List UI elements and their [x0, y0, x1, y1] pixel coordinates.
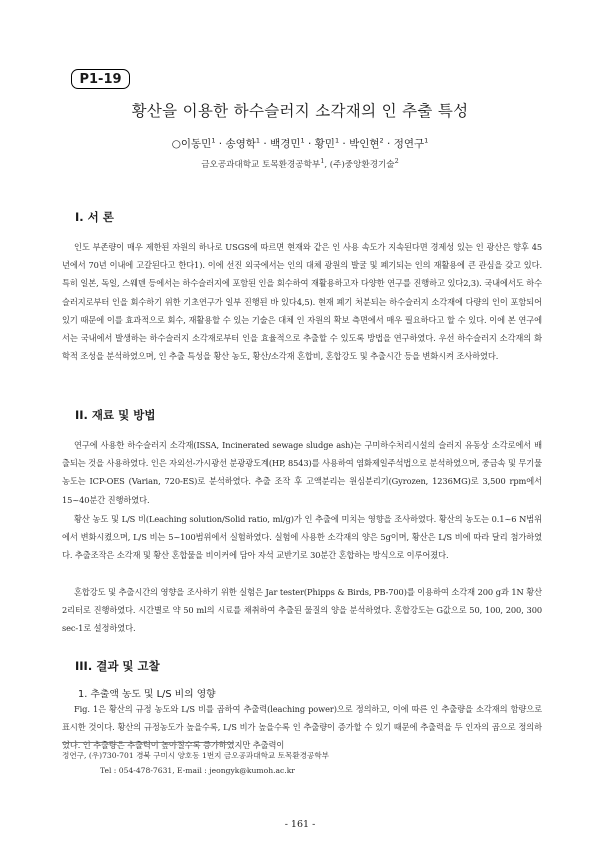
author-list [0, 136, 600, 151]
methods-paragraph: 혼합강도 및 추출시간의 영향을 조사하기 위한 실험은 Jar tester(Phipps & Birds, PB-700)를 이용하여 소각재 200 g과 1N 황산 2리터로 진행하였다. 시간별로 약 50 ml의 시료를 채취하여 추출된 물질의 양을 분석하였다. 혼합강도는 G값으로 50, 100, 200, 300 sec-1로 설정하였다. [62, 587, 542, 634]
footnote-address: 정연구, (우)730-701 경북 구미시 양호동 1번지 금오공과대학교 토목환경공학부 [62, 751, 330, 760]
affiliation: 금오공과대학교 토목환경공학부$^1$, (주)중앙환경기술$^2$ [201, 157, 399, 170]
session-badge: P1-19 [71, 69, 130, 89]
paper-title: 황산을 이용한 하수슬러지 소각재의 인 추출 특성 [131, 102, 469, 120]
subsection-heading: 1. 추출액 농도 및 L/S 비의 영향 [78, 689, 216, 700]
author: 송영학$^1$ · [225, 136, 271, 150]
section-heading-intro: I. 서 론 [75, 210, 114, 224]
author: ○이동민$^1$ · [171, 136, 226, 150]
methods-paragraph: 연구에 사용한 하수슬러지 소각재(ISSA, Incinerated sewage sludge ash)는 구미하수처리시설의 슬러지 유동상 소각로에서 배출되는 것을 사용하였다. 인은 자외선-가시광선 분광광도계(HP, 8543)를 사용하여 염화제일주석법으로 분석하였으며, 중금속 및 무기물 농도는 ICP-OES (Varian, 720-ES)로 분석하였다. 추출 조작 후 고액분리는 원심분리기(Gyrozen, 1236MG)로 3,500 rpm에서 15~40분간 진행하였다. [62, 440, 542, 505]
footnote-divider [62, 742, 234, 743]
intro-paragraph: 인도 부존량이 매우 제한된 자원의 하나로 USGS에 따르면 현재와 같은 인 사용 속도가 지속된다면 경제성 있는 인 광산은 향후 45년에서 70년 이내에 고갈된다고 한다1). 이에 선진 외국에서는 인의 대체 광원의 발굴 및 폐기되는 인의 재활용에 큰 관심을 갖고 있다. 특히 일본, 독일, 스웨덴 등에서는 하수슬러지에 포함된 인을 회수하여 재활용하고자 다양한 연구를 진행하고 있다2,3). 국내에서도 하수슬러지로부터 인을 회수하기 위한 기초연구가 일부 진행된 바 있다4,5). 현재 폐기 처분되는 하수슬러지 소각재에 다량의 인이 포함되어 있기 때문에 이를 효과적으로 회수, 재활용할 수 있는 기술은 대체 인 자원의 확보 측면에서 매우 필요하다고 할 수 있다. 이에 본 연구에서는 국내에서 발생하는 하수슬러지 소각재로부터 인을 효율적으로 추출할 수 있도록 방법을 연구하였다. 우선 하수슬러지 소각재의 화학적 조성을 분석하였으며, 인 추출 특성을 황산 농도, 황산/소각재 혼합비, 혼합강도 및 추출시간 등을 변화시켜 조사하였다. [62, 242, 542, 362]
page-number: - 161 - [284, 819, 316, 830]
author: 정연구$^1$ [393, 136, 429, 150]
author: 박인현$^2$ · [349, 136, 394, 150]
results-paragraph: Fig. 1은 황산의 규정 농도와 L/S 비를 곱하여 추출력(leaching power)으로 정의하고, 이에 따른 인 추출량을 소각재의 함량으로 표시한 것이다. 황산의 규정농도가 높을수록, L/S 비가 높을수록 인 추출량이 증가할 수 있기 때문에 추출력을 두 인자의 곱으로 정의하였다. 인 추출량은 추출력이 높아질수록 증가하였지만 추출력이 [62, 704, 542, 751]
methods-paragraph: 황산 농도 및 L/S 비(Leaching solution/Solid ratio, ml/g)가 인 추출에 미치는 영향을 조사하였다. 황산의 농도는 0.1~6 N범위에서 변화시켰으며, L/S 비는 5~100범위에서 실험하였다. 실험에 사용한 소각재의 양은 5g이며, 황산은 L/S 비에 따라 달리 첨가하였다. 추출조작은 소각재 및 황산 혼합물을 비이커에 담아 자석 교반기로 30분간 혼합하는 방식으로 이루어졌다. [62, 514, 542, 561]
section-heading-results: III. 결과 및 고찰 [75, 659, 160, 673]
section-heading-methods: II. 재료 및 방법 [75, 408, 156, 422]
footnote-contact: Tel : 054-478-7631, E-mail : jeongyk@kumoh.ac.kr [100, 766, 295, 775]
author: 백경민$^1$ · [270, 136, 315, 150]
author: 황민$^1$ · [314, 136, 350, 150]
